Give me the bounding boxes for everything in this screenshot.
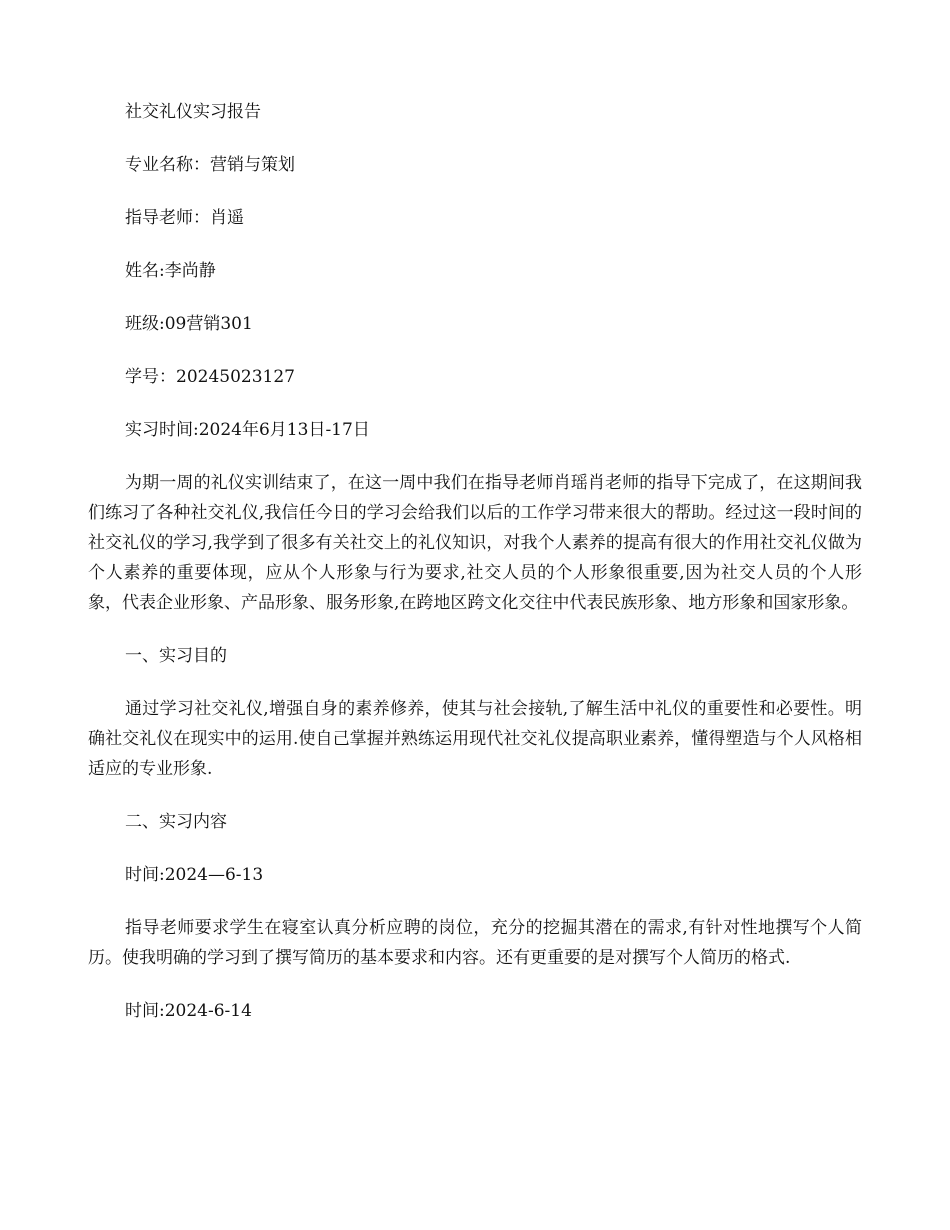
- name-field: 姓名:李尚静: [125, 261, 216, 281]
- day1-time: 时间:2024—6-13: [125, 865, 264, 885]
- day2-time: 时间:2024-6-14: [125, 1001, 252, 1021]
- report-title: 社交礼仪实习报告: [125, 102, 261, 122]
- intro-paragraph: 为期一周的礼仪实训结束了，在这一周中我们在指导老师肖瑶肖老师的指导下完成了，在这期间我们练习了各种社交礼仪,我信任今日的学习会给我们以后的工作学习带来很大的帮助。经过这一段时间的社交礼仪的学习,我学到了很多有关社交上的礼仪知识，对我个人素养的提高有很大的作用社交礼仪做为个人素养的重要体现，应从个人形象与行为要求,社交人员的个人形象很重要,因为社交人员的个人形象，代表企业形象、产品形象、服务形象,在跨地区跨文化交往中代表民族形象、地方形象和国家形象。: [88, 473, 862, 613]
- period-field: 实习时间:2024年6月13日-17日: [125, 420, 370, 440]
- student-id-field: 学号：20245023127: [125, 367, 295, 387]
- day1-paragraph: 指导老师要求学生在寝室认真分析应聘的岗位，充分的挖掘其潜在的需求,有针对性地撰写个人简历。使我明确的学习到了撰写简历的基本要求和内容。还有更重要的是对撰写个人简历的格式.: [88, 918, 862, 968]
- section-heading-purpose: 一、实习目的: [125, 646, 227, 666]
- major-field: 专业名称：营销与策划: [125, 155, 295, 175]
- class-field: 班级:09营销301: [125, 314, 253, 334]
- advisor-field: 指导老师：肖遥: [125, 208, 244, 228]
- section-heading-content: 二、实习内容: [125, 812, 227, 832]
- purpose-paragraph: 通过学习社交礼仪,增强自身的素养修养，使其与社会接轨,了解生活中礼仪的重要性和必要性。明确社交礼仪在现实中的运用.使自己掌握并熟练运用现代社交礼仪提高职业素养，懂得塑造与个人风格相适应的专业形象.: [88, 699, 862, 779]
